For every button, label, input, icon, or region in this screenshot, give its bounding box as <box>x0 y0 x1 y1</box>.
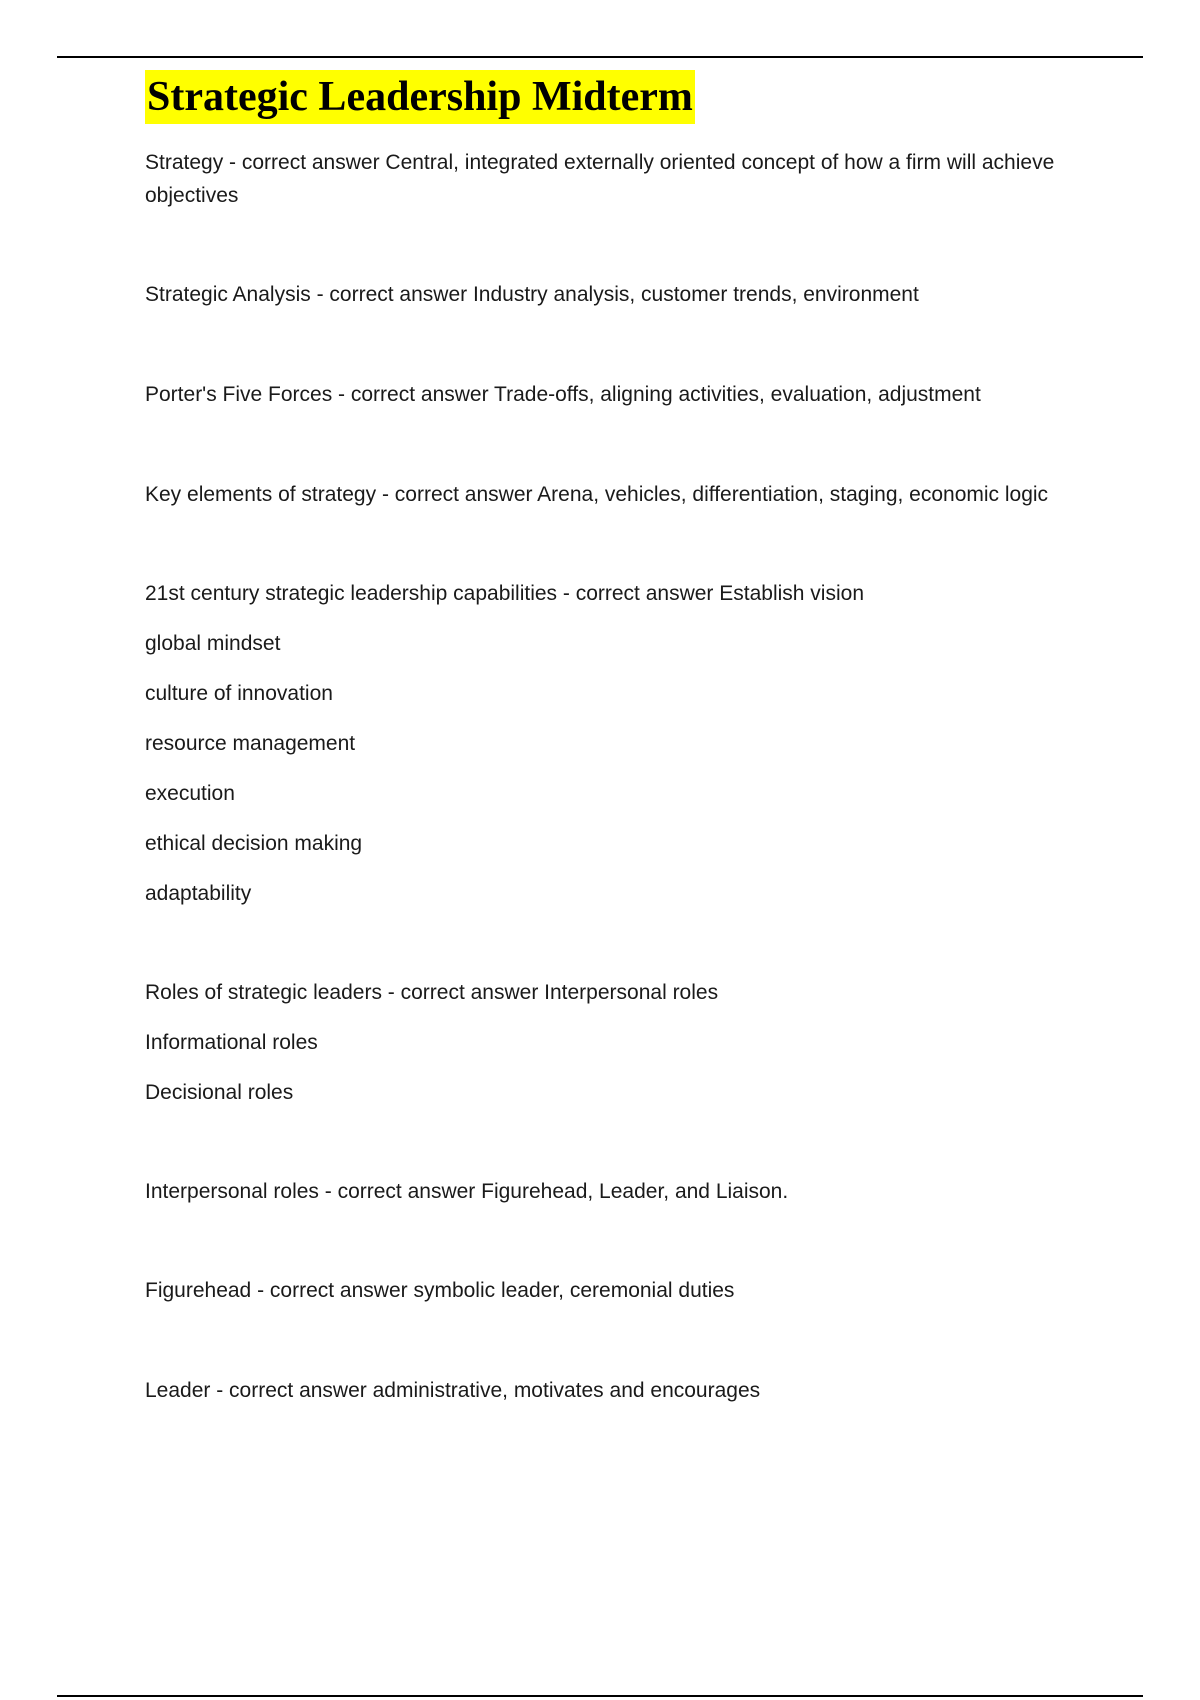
list-item: Decisional roles <box>145 1081 294 1104</box>
list-item: execution <box>145 782 235 805</box>
list-item: global mindset <box>145 632 281 655</box>
entry-porters-five-forces: Porter's Five Forces - correct answer Trade-offs, aligning activities, evaluation, adjustment <box>145 383 981 406</box>
list-item: Informational roles <box>145 1031 318 1054</box>
list-item: ethical decision making <box>145 832 363 855</box>
list-item: resource management <box>145 732 356 755</box>
entry-interpersonal-roles: Interpersonal roles - correct answer Figurehead, Leader, and Liaison. <box>145 1180 789 1203</box>
page-title: Strategic Leadership Midterm <box>145 70 695 124</box>
top-rule <box>57 56 1143 58</box>
list-item: adaptability <box>145 882 252 905</box>
bottom-rule <box>57 1695 1143 1697</box>
document-body <box>145 70 1065 1407</box>
entry-roles-of-leaders: Roles of strategic leaders - correct answer Interpersonal roles <box>145 981 719 1004</box>
entry-figurehead: Figurehead - correct answer symbolic leader, ceremonial duties <box>145 1279 735 1302</box>
entry-leadership-capabilities: 21st century strategic leadership capabilities - correct answer Establish vision <box>145 582 864 605</box>
list-item: culture of innovation <box>145 682 333 705</box>
entry-key-elements: Key elements of strategy - correct answer Arena, vehicles, differentiation, staging, economic logic <box>145 483 1049 506</box>
entry-leader: Leader - correct answer administrative, motivates and encourages <box>145 1379 761 1402</box>
entry-strategic-analysis: Strategic Analysis - correct answer Industry analysis, customer trends, environment <box>145 283 919 306</box>
title-row <box>145 70 1065 126</box>
entry-strategy: Strategy - correct answer Central, integrated externally oriented concept of how a firm will achieve objectives <box>145 151 1055 207</box>
